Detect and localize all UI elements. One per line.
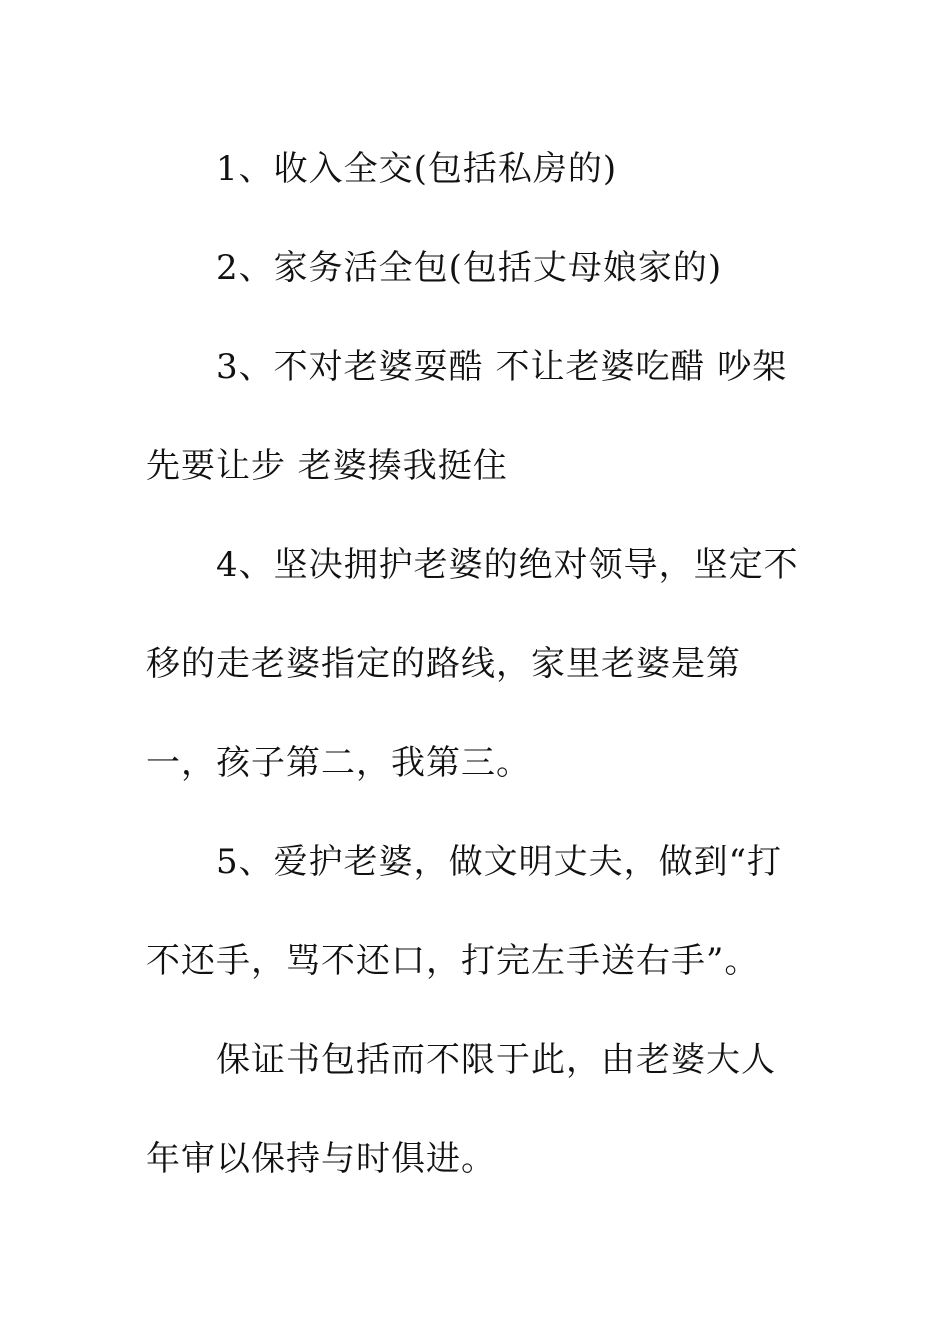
paragraph-leadership: 4、坚决拥护老婆的绝对领导，坚定不移的走老婆指定的路线，家里老婆是第一，孩子第二，我第三。 <box>146 545 799 783</box>
paragraph-care: 5、爱护老婆，做文明丈夫，做到“打不还手，骂不还口，打完左手送右手”。 <box>146 842 783 981</box>
paragraph-income: 1、收入全交(包括私房的) <box>216 149 618 189</box>
paragraph-guarantee: 保证书包括而不限于此，由老婆大人年审以保持与时俱进。 <box>146 1040 776 1179</box>
paragraph-conduct: 3、不对老婆耍酷 不让老婆吃醋 吵架先要让步 老婆揍我挺住 <box>146 347 788 486</box>
paragraph-housework: 2、家务活全包(包括丈母娘家的) <box>216 248 723 288</box>
document-body <box>146 120 806 1209</box>
